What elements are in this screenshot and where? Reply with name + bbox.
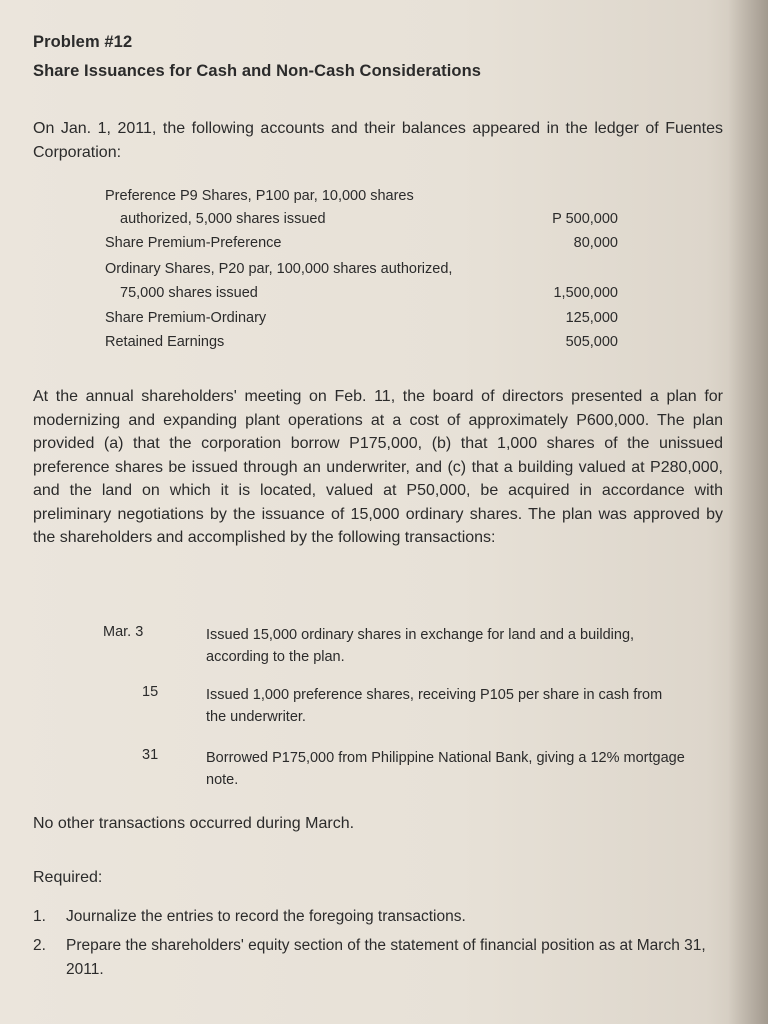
ledger-label: Share Premium-Preference [105, 235, 282, 251]
ledger-amount: P 500,000 [552, 211, 618, 227]
ledger-label: Retained Earnings [105, 334, 225, 350]
transaction-date: 31 [142, 747, 159, 763]
ledger-label: 75,000 shares issued [120, 285, 258, 301]
transaction-text: Borrowed P175,000 from Philippine National Bank, giving a 12% mortgage note. [206, 750, 685, 788]
required-item-number: 1. [33, 908, 46, 925]
required-label: Required: [33, 869, 103, 886]
ledger-label: Preference P9 Shares, P100 par, 10,000 shares [105, 188, 414, 204]
transaction-date: Mar. 3 [103, 624, 144, 640]
ledger-amount: 80,000 [573, 235, 618, 251]
ledger-amount: 505,000 [565, 334, 618, 350]
transaction-text: Issued 1,000 preference shares, receiving P105 per share in cash from the underwriter. [206, 687, 663, 725]
required-item-text: Prepare the shareholders' equity section of the statement of financial position as at March 31, 2011. [66, 937, 706, 978]
closing-note: No other transactions occurred during March. [33, 815, 355, 832]
transaction-date: 15 [142, 684, 159, 700]
required-item [33, 905, 733, 929]
ledger-label: Share Premium-Ordinary [105, 310, 267, 326]
plan-paragraph: At the annual shareholders' meeting on Feb. 11, the board of directors presented a plan for modernizing and expanding plant operations at a cost of approximately P600,000. The plan provided (a) that the corporation borrow P175,000, (b) that 1,000 shares of the unissued preference shares be issued through an underwriter, and (c) that a building valued at P280,000, and the land on which it is located, valued at P50,000, be acquired in accordance with preliminary negotiations by the issuance of 15,000 ordinary shares. The plan was approved by the shareholders and accomplished by the following transactions: [33, 388, 723, 546]
problem-title: Share Issuances for Cash and Non-Cash Considerations [33, 62, 482, 80]
intro-paragraph: On Jan. 1, 2011, the following accounts and their balances appeared in the ledger of Fuentes Corporation: [33, 120, 723, 161]
required-item-number: 2. [33, 937, 46, 954]
page-edge-shadow [728, 0, 768, 1024]
ledger-amount: 1,500,000 [553, 285, 618, 301]
transaction-text: Issued 15,000 ordinary shares in exchange for land and a building, according to the plan. [206, 627, 635, 665]
ledger-amount: 125,000 [565, 310, 618, 326]
problem-number: Problem #12 [33, 33, 133, 51]
ledger-label: Ordinary Shares, P20 par, 100,000 shares authorized, [105, 261, 453, 277]
ledger-label: authorized, 5,000 shares issued [120, 211, 326, 227]
required-item [33, 934, 733, 982]
required-item-text: Journalize the entries to record the foregoing transactions. [66, 908, 466, 925]
